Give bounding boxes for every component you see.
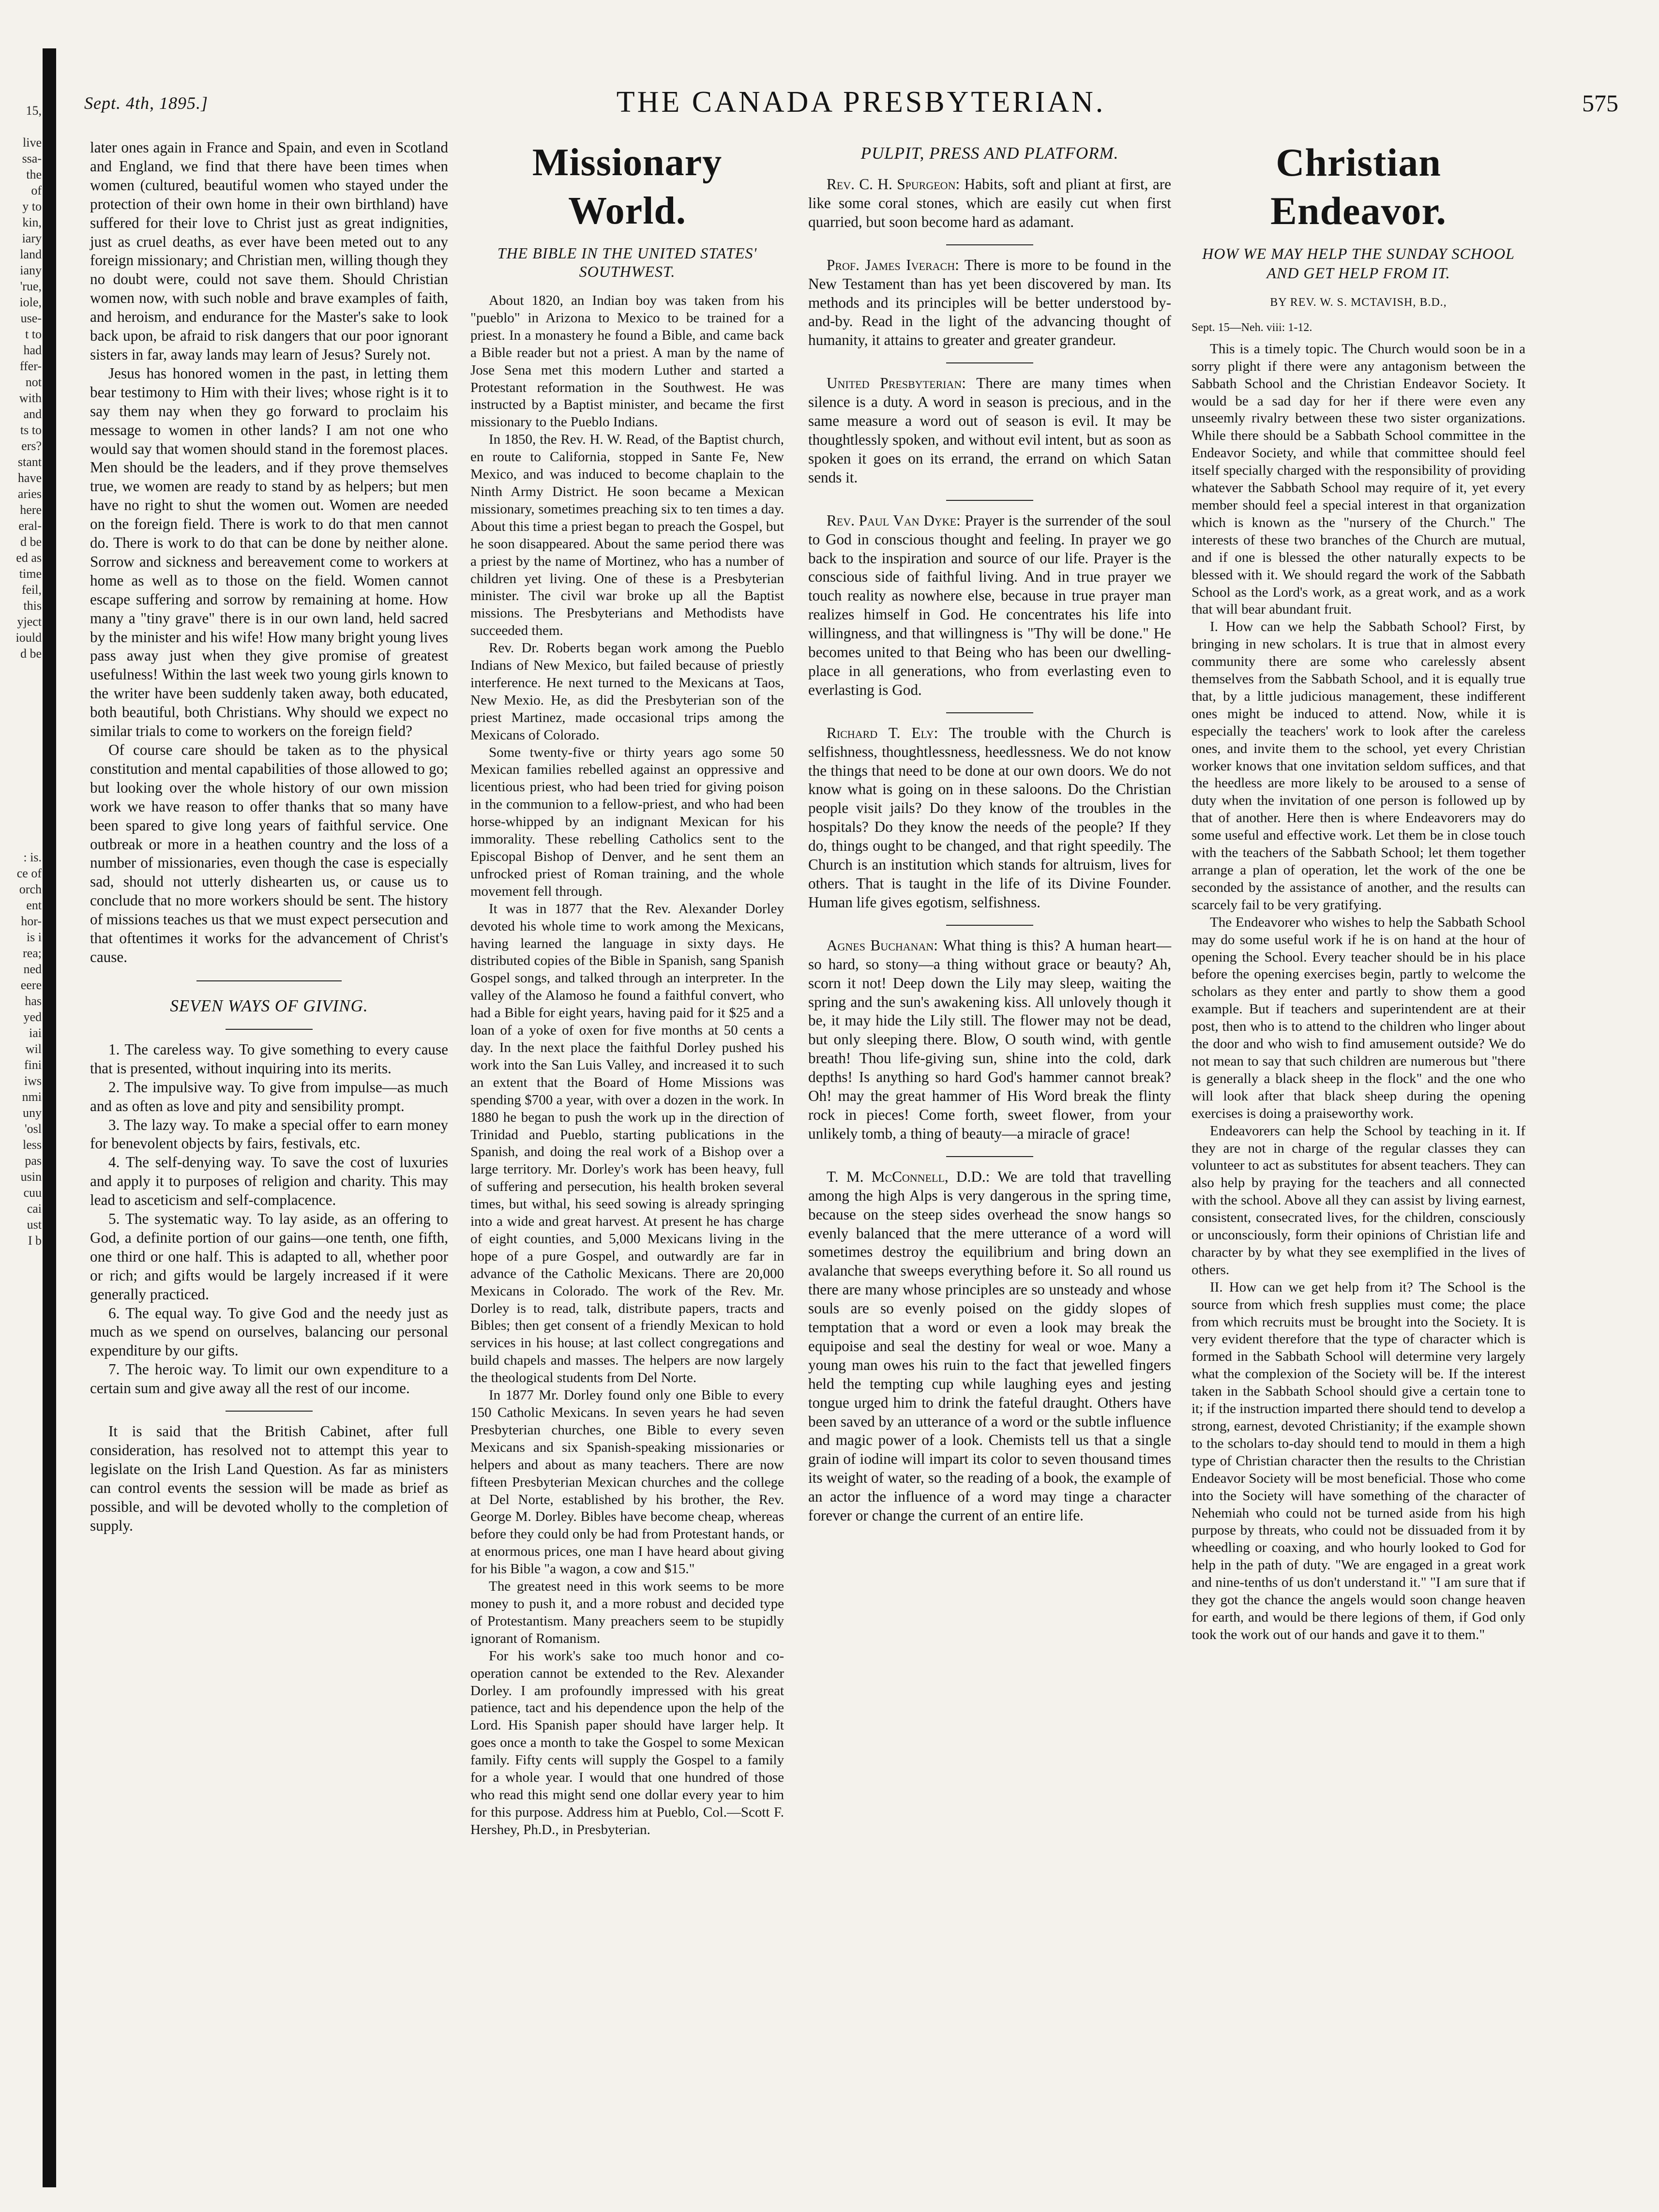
article-title: THE BIBLE IN THE UNITED STATES' SOUTHWEST. <box>497 244 757 280</box>
gutter-fragment: have <box>17 471 42 485</box>
gutter-fragment: iws <box>24 1074 42 1088</box>
paragraph: later ones again in France and Spain, and even in Scotland and England, we find that there have been times when women (cultured, beautiful women who stayed under the protection of their own home in their own birthland) have suffered for their love to Christ just as great indignities, just as cruel deaths, as ever have been meted out to any foreign missionary; and Christian men, willing though they no doubt were, could not save them. Should Christian women now, with such noble and brave examples of faith, and heroism, and endurance for the Master's sake to look back upon, be afraid to risk dangers that our poor ignorant sisters in far, away lands may learn of Jesus? Surely not. <box>90 139 448 363</box>
list-item: 6. The equal way. To give God and the needy just as much as we spend on ourselves, balancing our personal expenditure by our gifts. <box>90 1304 448 1359</box>
gutter-fragments-middle <box>2 849 42 1249</box>
paragraph: I. How can we help the Sabbath School? First, by bringing in new scholars. It is true that in almost every community there are some who carelessly absent themselves from the Sabbath School, and it is equally true that, by a little judicious management, these indifferent ones might be induced to attend. Now, while it is especially the teachers' work to look after the careless ones, and invite them to the school, yet every Christian worker knows that one invitation seldom suffices, and that the heedless are more likely to be aroused to a sense of duty when the invitation of one person is followed up by that of another. Here then is where Endeavorers may do some useful and effective work. Let them be in close touch with the teachers of the Sabbath School; let them together arrange a plan of operation, let the work of the one be seconded by the assistance of another, and the results can scarcely fail to be very gratifying. <box>1191 619 1525 913</box>
gutter-fragment: here <box>20 503 42 517</box>
quote-text: The trouble with the Church is selfishness, thoughtlessness, heedlessness. We do not know the things that need to be done at our own doors. We do not know what is going on in these saloons. Do the Christian people visit jails? Do they know of the troubles in the hospitals? Do they know the needs of the people? If they do, things ought to be changed, and that right speedily. The Church is an institution which stands for altruism, lives for others. That is taught in the life of its Divine Founder. Human life gives egotism, selfishness. <box>808 724 1171 911</box>
quote-speaker: United Presbyterian: <box>827 375 966 392</box>
quote-text: We are told that travelling among the high Alps is very dangerous in the spring time, because on the steep sides overhead the snow hangs so evenly balanced that the mere utterance of a word will sometimes destroy the equilibrium and bring down an avalanche that sweeps everything before it. So all round us there are many whose principles are so unsteady and whose souls are so evenly poised on the giddy slopes of temptation that a word or even a look may break the equipoise and seal the destiny for weal or woe. Many a young man owes his ruin to the fact that jewelled fingers held the tempting cup while laughing eyes and jesting tongue urged him to drink the fateful draught. Others have been saved by an utterance of a word or the subtle influence and magic power of a look. Chemists tell us that a single grain of iodine will impart its color to seven thousand times its weight of water, so the reading of a book, the example of an actor the influence of a word may tinge a character forever or change the current of an entire life. <box>808 1168 1171 1524</box>
paragraph: About 1820, an Indian boy was taken from his "pueblo" in Arizona to Mexico to be trained for a priest. In a monastery he found a Bible, and came back a Bible reader but not a priest. A man by the name of Jose Sena met this modern Luther and started a Protestant reformation in the Southwest. He was instructed by a Baptist minister, and became the first missionary to the Pueblo Indians. <box>470 293 784 430</box>
gutter-fragment: ers? <box>21 439 42 453</box>
column-2 <box>470 138 784 1839</box>
gutter-fragment: live <box>23 135 42 150</box>
list-item: 7. The heroic way. To limit our own expenditure to a certain sum and give away all the rest of our income. <box>90 1361 448 1397</box>
gutter-fragment: use- <box>20 311 42 325</box>
section-title: Christian Endeavor. <box>1270 140 1447 233</box>
paragraph: Of course care should be taken as to the physical constitution and mental capabilities of those allowed to go; but looking over the whole history of our own mission work we have reason to offer thanks that so many have been spared to give long years of faithful service. One outbreak or more in a heathen country and the loss of a number of missionaries, even though the case is especially sad, should not utterly dishearten us, or cause us to conclude that no more workers should be sent. The history of missions teaches us that we must expect persecution and that oftentimes it works for the advancement of Christ's cause. <box>90 741 448 965</box>
quote-speaker: Richard T. Ely: <box>827 724 938 741</box>
gutter-fragment: is i <box>26 930 42 944</box>
gutter-fragment: usin <box>20 1170 42 1184</box>
gutter-fragment: d be <box>20 647 42 661</box>
quote <box>808 936 1171 1144</box>
paragraph: Endeavorers can help the School by teaching in it. If they are not in charge of the regular classes they can volunteer to act as substitutes for absent teachers. They can also help by praying for the teachers and all connected with the school. Above all they can assist by living earnest, consistent, consecrated lives, for the children, consciously or unconsciously, form their opinions of Christian life and character by by what they see exemplified in the lives of others. <box>1191 1123 1525 1278</box>
gutter-fragment: cuu <box>23 1186 42 1200</box>
gutter-fragment: : is. <box>23 850 42 864</box>
quote-speaker: Rev. C. H. Spurgeon: <box>827 176 960 193</box>
divider <box>946 712 1033 713</box>
gutter-fragment: eral- <box>18 519 42 533</box>
gutter-fragment: uny <box>23 1106 42 1120</box>
list-item: 3. The lazy way. To make a special offer to earn money for benevolent objects by fairs, festivals, etc. <box>90 1116 448 1152</box>
quote <box>808 374 1171 487</box>
gutter-fragment: pas <box>25 1154 42 1168</box>
gutter-fragment: ffer- <box>19 359 42 373</box>
running-head <box>84 85 1638 124</box>
paragraph: The Endeavorer who wishes to help the Sabbath School may do some useful work if he is on hand at the hour of opening the School. Every teacher should be in his place before the opening exercises begin, partly to welcome the scholars as they enter and partly to show them a good example. But if teachers and superintendent are at their post, then who is to attend to the children who linger about the door and who wish to find amusement outside? We do not mean to say that such children are numerous but "there is generally a black sheep in the flock" and the one who will look after that black sheep during the opening exercises is doing a praiseworthy work. <box>1191 914 1525 1121</box>
gutter-fragment: I b <box>28 1234 42 1248</box>
article-title: HOW WE MAY HELP THE SUNDAY SCHOOL AND GET HELP FROM IT. <box>1202 245 1515 282</box>
column-4 <box>1191 138 1525 1644</box>
news-note: It is said that the British Cabinet, after full consideration, has resolved not to attempt this year to legislate on the Irish Land Question. As far as ministers can control events the session will be made as brief as possible, and will be devoted wholly to the completion of supply. <box>90 1423 448 1534</box>
gutter-fragment: 'osl <box>24 1122 42 1136</box>
quote <box>808 175 1171 232</box>
quote <box>808 724 1171 912</box>
quote-text: There is more to be found in the New Testament than has yet been discovered by man. Its methods and its principles will be better understood by-and-by. Read in the light of the advancing thought of humanity, it attains to greater and greater grandeur. <box>808 256 1172 349</box>
quote-text: Prayer is the surrender of the soul to God in conscious thought and feeling. In prayer we go back to the inspiration and source of our life. Prayer is the conscious side of faithful living. And in true prayer we touch reality as nowhere else, because in true prayer man realizes himself in God. He concentrates his life into willingness, and that willingness is "Thy will be done." He becomes united to that Being who has been our dwelling-place in all generations, who from everlasting even to everlasting is God. <box>808 512 1172 698</box>
quote-speaker: Prof. James Iverach: <box>827 256 959 273</box>
gutter-fragment: ed as <box>16 551 42 565</box>
list-item: 4. The self-denying way. To save the cost of luxuries and apply it to purposes of religion and charity. This may lead to asceticism and self-complacence. <box>90 1154 448 1209</box>
gutter-fragment: iany <box>20 263 42 277</box>
section-title: PULPIT, PRESS AND PLATFORM. <box>860 144 1119 163</box>
section-title: Missionary World. <box>532 141 723 232</box>
gutter-fragment: fini <box>24 1058 42 1072</box>
gutter-fragment: ned <box>23 962 42 976</box>
paragraph: II. How can we get help from it? The School is the source from which fresh supplies must come; the place from which recruits must be brought into the Society. It is very evident therefore that the type of character which is formed in the Sabbath School will determine very largely what the complexion of the Society will be. If the interest taken in the Sabbath School should give a certain tone to it; if the instruction imparted there should tend to develop a strong, earnest, devoted Christianity; if the example shown to the scholars to-day should tend to mould in them a high type of Christian character then the results to the Christian Endeavor Society will be most beneficial. Those who come into the Society will have something of the character of Nehemiah who could not be turned aside from his high purpose by threats, who could not be dissuaded from it by wheedling or coaxing, and who hourly looked to God for help in the path of duty. "We are engaged in a great work and nine-tenths of us don't understand it." "I am sure that if they got the chance the angels would soon change heaven for earth, and would be there legions of them, if God only took the work out of our hands and gave it to them." <box>1191 1279 1525 1642</box>
paragraph: The greatest need in this work seems to be more money to push it, and a more robust and decided type of Protestantism. Many preachers seem to be stupidly ignorant of Romanism. <box>470 1579 784 1646</box>
quote-speaker: Agnes Buchanan: <box>827 936 938 954</box>
paragraph: In 1850, the Rev. H. W. Read, of the Baptist church, en route to California, stopped in Sante Fe, New Mexico, and was induced to become chaplain to the Ninth Army District. He soon became a Mexican missionary, sometimes preaching six to ten times a day. About this time a priest began to preach the Gospel, but he soon disappeared. About the same period there was a priest by the name of Mortinez, who has a number of children yet living. One of these is a Presbyterian minister. The civil war broke up all the Baptist missions. The Presbyterians and Methodists have succeeded them. <box>470 432 784 639</box>
divider <box>946 925 1033 926</box>
gutter-fragment: not <box>25 375 42 389</box>
gutter-fragment: cai <box>27 1202 42 1216</box>
paragraph: Some twenty-five or thirty years ago some 50 Mexican families rebelled against an oppressive and licentious priest, who had been tried for giving poison in the communion to a fellow-priest, and who had been horse-whipped by an indignant Mexican for his immorality. These rebelling Catholics sent to the Episcopal Bishop of Denver, and he sent them an unfrocked priest of Roman training, and the whole movement fell through. <box>470 744 784 899</box>
article-title: SEVEN WAYS OF GIVING. <box>170 996 368 1015</box>
quote-text: Habits, soft and pliant at first, are like some coral stones, which are easily cut when first quarried, but soon become hard as adamant. <box>808 176 1172 230</box>
binding-shadow <box>43 48 56 2187</box>
scripture-reference: Sept. 15—Neh. viii: 1-12. <box>1191 321 1312 334</box>
quote <box>808 512 1171 700</box>
divider <box>946 500 1033 501</box>
divider <box>946 362 1033 363</box>
gutter-fragment: had <box>23 343 42 357</box>
divider <box>226 1411 313 1412</box>
gutter-fragment: yed <box>23 1010 42 1024</box>
paragraph: In 1877 Mr. Dorley found only one Bible to every 150 Catholic Mexicans. In seven years he had seven Presbyterian churches, one Bible to every seven Mexicans and six Spanish-speaking missionaries or helpers and about as many teachers. There are now fifteen Presbyterian Mexican churches and the college at Del Norte, established by his brother, the Rev. George M. Dorley. Bibles have become cheap, whereas before they could only be had from Protestant hands, or at enormous prices, one man I have heard about giving for his Bible "a wagon, a cow and $15." <box>470 1387 784 1577</box>
gutter-fragments-top <box>2 103 42 662</box>
page-number: 575 <box>1582 90 1618 117</box>
gutter-fragment: iole, <box>19 295 42 309</box>
quote-text: What thing is this? A human heart—so hard, so stony—a thing without grace or beauty? Ah, scorn it not! Deep down the Lily may sleep, waiting the spring and the sun's awakening kiss. All unlovely though it be, it may hide the Lily still. The flower may not be dead, but only sleeping there. Blow, O south wind, with gentle breath! Thou life-giving sun, shine into the cold, dark depths! Is anything so hard God's hammer cannot break? Oh! may the great hammer of His Word break the flinty rock in pieces! Come forth, sweet flower, from your unlikely tomb, a thing of beauty—a miracle of grace! <box>808 936 1171 1142</box>
paragraph: For his work's sake too much honor and co-operation cannot be extended to the Rev. Alexander Dorley. I am profoundly impressed with his great patience, tact and his dependence upon the help of the Lord. His Spanish paper should have larger help. It goes once a month to take the Gospel to some Mexican family. Fifty cents will supply the Gospel to a family for a whole year. I would that one hundred of those who read this might send one dollar every year to him for this purpose. Address him at Pueblo, Col.—Scott F. Hershey, Ph.D., in Presbyterian. <box>470 1648 784 1837</box>
gutter-fragment: aries <box>17 487 42 501</box>
gutter-fragment: hor- <box>21 914 42 928</box>
gutter-fragment: orch <box>19 882 42 896</box>
list-item: 5. The systematic way. To lay aside, as an offering to God, a definite portion of our gains—one tenth, one fifth, one third or one half. This is adapted to all, whether poor or rich; and gifts would be largely increased if it were generally practiced. <box>90 1210 448 1303</box>
gutter-fragment: ce of <box>16 866 42 880</box>
gutter-fragment: ts to <box>20 423 42 437</box>
column-1 <box>90 138 448 1535</box>
gutter-fragment: stant <box>17 455 42 469</box>
masthead: THE CANADA PRESBYTERIAN. <box>616 86 1106 119</box>
gutter-fragment: iary <box>22 231 42 245</box>
divider <box>946 244 1033 245</box>
gutter-fragment: iould <box>15 631 42 645</box>
gutter-fragment: and <box>23 407 42 421</box>
gutter-fragment: has <box>25 994 42 1008</box>
quote-speaker: T. M. McConnell, D.D.: <box>827 1168 990 1185</box>
gutter-fragment: of <box>31 183 42 197</box>
gutter-fragment: y to <box>22 199 42 213</box>
gutter-fragment: the <box>26 167 42 181</box>
divider <box>946 1156 1033 1157</box>
column-3 <box>808 138 1171 1525</box>
page-gutter <box>0 0 63 2212</box>
quote <box>808 256 1171 350</box>
gutter-fragment: land <box>20 247 42 261</box>
paragraph: This is a timely topic. The Church would soon be in a sorry plight if there were any antagonism between the Sabbath School and the Christian Endeavor Society. It would be a sad day for her if there were even any unseemly rivalry between these two sister organizations. While there should be a Sabbath School committee in the Endeavor Society, and while that committee should feel itself specially charged with the responsibility of providing whatever the Sabbath School may require of it, yet every member should feel a special interest in that organization which is known as the "nursery of the Church." The interests of these two branches of the Church are mutual, and if one is blessed the other naturally expects to be blessed with it. We should regard the work of the Sabbath School as the Lord's work, as a great work, and as a work that will bear abundant fruit. <box>1191 341 1525 617</box>
gutter-fragment: eere <box>20 978 42 992</box>
list-item: 2. The impulsive way. To give from impulse—as much and as often as love and pity and sensibility prompt. <box>90 1078 448 1114</box>
gutter-fragment: ust <box>27 1218 42 1232</box>
paragraph: Rev. Dr. Roberts began work among the Pueblo Indians of New Mexico, but failed because of priestly interference. He next turned to the Mexicans at Taos, New Mexio. He, as did the Presbyterian son of the priest Martinez, made occasional trips among the Mexicans of Colorado. <box>470 640 784 743</box>
paragraph: Jesus has honored women in the past, in letting them bear testimony to Him with their lives; whose right is it to say them nay when they go forward to proclaim his message to women in other lands? I am not one who would say that women should stand in the foremost places. Men should be the leaders, and if they prove themselves true, we women are ready to stand by as helpers; but men have no right to shut the women out. Women are needed on the foreign field. There is work to do that men cannot do. There is work to do that can be done by neither alone. Sorrow and sickness and bereavement come to workers at home as well as to those on the field. Women cannot escape suffering and sorrow by remaining at home. How many a "tiny grave" there is in our own land, held sacred by the minister and his wife! How many bright young lives pass away just when they give promise of greatest usefulness! Within the last week two young girls known to the writer have been suddenly taken away, both educated, both beautiful, both Christians. Why should we expect no similar trials to come to workers on the foreign field? <box>90 364 448 740</box>
quote-text: There are many times when silence is a duty. A word in season is precious, and in the same measure a word out of season is evil. It may be thoughtlessly spoken, and without evil intent, but as soon as spoken it goes on its errand, the errand on which Satan sends it. <box>808 375 1171 486</box>
divider <box>196 980 342 981</box>
gutter-fragment: d be <box>20 535 42 549</box>
paragraph: It was in 1877 that the Rev. Alexander Dorley devoted his whole time to work among the Mexicans, having learned the language in sixty days. He distributed copies of the Bible in Spanish, sang Spanish Gospel songs, and talked through an interpreter. In the valley of the Alamoso he found a faithful convert, who had a Bible for eight years, having paid for it $25 and a loan of a yoke of oxen for five months at 50 cents a day. In the next place the faithful Dorley pushed his work into the San Luis Valley, and increased it to such an extent that the Board of Home Missions was spending $700 a year, with over a dozen in the work. In 1880 he began to push the work up in the direction of Trinidad and Pueblo, starting publications in the Spanish, and doing the real work of a Bishop over a large territory. Mr. Dorley's work has been heavy, full of suffering and persecution, his health broken several times, but withal, his seed sowing is already springing into a wide and great harvest. At present he has charge of eight counties, and 5,000 Mexicans living in the hope of a pure Gospel, and outwardly are far in advance of the Catholic Mexicans. There are 20,000 Mexicans in Colorado. The work of the Rev. Mr. Dorley is to read, talk, distribute papers, tracts and Bibles; then get consent of a friendly Mexican to hold services in his house; at last collect congregations and build chapels and masses. The helpers are now largely the theological students from Del Norte. <box>470 901 784 1386</box>
gutter-fragment: t to <box>25 327 42 341</box>
gutter-fragment: time <box>19 567 42 581</box>
byline: BY REV. W. S. MCTAVISH, B.D., <box>1270 296 1447 309</box>
gutter-fragment: 'rue, <box>20 279 42 293</box>
gutter-fragment: rea; <box>23 946 42 960</box>
gutter-fragment: ent <box>26 898 42 912</box>
gutter-fragment: ssa- <box>22 151 42 166</box>
gutter-fragment: 15, <box>26 104 42 118</box>
gutter-fragment: wil <box>25 1042 42 1056</box>
gutter-fragment: iai <box>29 1026 42 1040</box>
list-item: 1. The careless way. To give something to every cause that is presented, without inquiring into its merits. <box>90 1040 448 1077</box>
quote-speaker: Rev. Paul Van Dyke: <box>827 512 961 529</box>
gutter-fragment <box>2 119 42 135</box>
gutter-fragment: yject <box>17 615 42 629</box>
gutter-fragment: this <box>23 599 42 613</box>
gutter-fragment: kin, <box>22 215 42 229</box>
issue-date: Sept. 4th, 1895.] <box>84 93 208 113</box>
gutter-fragment: feil, <box>21 583 42 597</box>
quote <box>808 1168 1171 1525</box>
gutter-fragment: with <box>19 391 42 405</box>
divider <box>226 1029 313 1030</box>
gutter-fragment: nmi <box>22 1090 42 1104</box>
gutter-fragment: less <box>23 1138 42 1152</box>
